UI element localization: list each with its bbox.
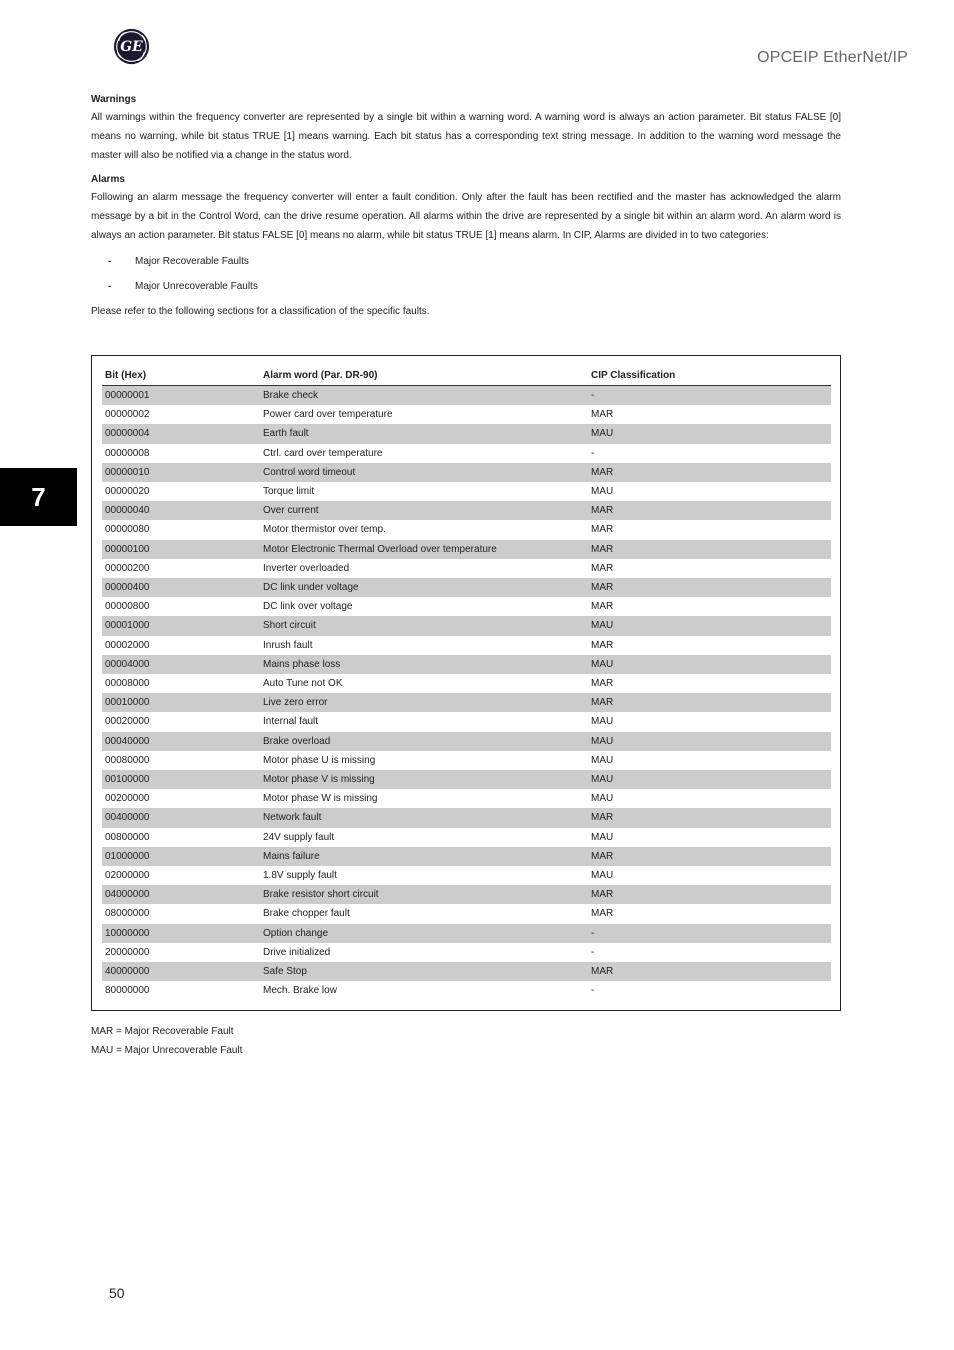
bit-hex-cell: 00000002 [105,409,150,421]
cip-classification-cell: MAU [588,655,831,674]
cip-classification-cell: MAU [591,793,614,805]
bit-hex-cell: 00000080 [105,524,150,536]
alarm-word-cell: Brake resistor short circuit [260,885,588,904]
alarm-table-frame [91,355,841,1011]
table-row [102,424,831,443]
alarm-word-cell: Brake overload [260,732,588,751]
cip-classification-cell: MAR [588,693,831,712]
cip-classification-cell: MAR [591,639,614,651]
cip-classification-cell: - [588,386,831,406]
table-row [102,943,831,962]
table-row [102,501,831,520]
cip-classification-cell: MAR [591,409,614,421]
bit-hex-cell: 80000000 [105,985,150,997]
bit-hex-cell: 01000000 [102,847,260,866]
alarm-word-cell: Over current [260,501,588,520]
table-row [102,808,831,827]
alarm-word-cell: Motor phase W is missing [263,793,378,805]
bit-hex-cell: 00008000 [105,678,150,690]
cip-classification-cell: MAU [591,831,614,843]
bit-hex-cell: 00000800 [105,601,150,613]
bit-hex-cell: 00002000 [105,639,150,651]
table-row [102,444,831,463]
alarm-word-cell: Drive initialized [263,946,331,958]
bit-hex-cell: 00080000 [105,754,150,766]
table-header-row [102,366,831,386]
alarm-word-cell: Brake chopper fault [263,908,350,920]
table-row [102,924,831,943]
cip-classification-cell: MAU [591,716,614,728]
table-row [102,636,831,655]
table-row [102,463,831,482]
alarm-word-cell: Ctrl. card over temperature [263,447,383,459]
cip-classification-cell: MAU [588,732,831,751]
cip-classification-cell: - [591,447,595,459]
bit-hex-cell: 00000100 [102,540,260,559]
table-row [102,693,831,712]
cip-classification-cell: MAR [588,501,831,520]
bit-hex-cell: 00000020 [105,486,150,498]
cip-classification-cell: MAR [591,562,614,574]
alarm-word-cell: Network fault [260,808,588,827]
alarm-word-cell: Motor phase U is missing [263,754,376,766]
alarm-word-cell: Mech. Brake low [263,985,337,997]
cip-classification-cell: MAR [591,524,614,536]
cip-classification-cell: MAR [588,847,831,866]
bit-hex-cell: 00000010 [102,463,260,482]
cip-classification-cell: MAU [591,486,614,498]
document-title: OPCEIP EtherNet/IP [757,49,908,66]
table-row [102,904,831,923]
alarm-categories-list [91,249,841,299]
list-item: - Major Unrecoverable Faults [108,281,258,293]
bit-hex-cell: 00010000 [102,693,260,712]
table-row [102,674,831,693]
bit-hex-cell: 00040000 [102,732,260,751]
list-item: - Major Recoverable Faults [108,256,249,268]
cip-classification-cell: MAR [588,540,831,559]
bit-hex-cell: 04000000 [102,885,260,904]
table-row [102,559,831,578]
svg-text:GE: GE [120,39,143,56]
table-row [102,712,831,731]
bit-hex-cell: 08000000 [105,908,150,920]
page-number: 50 [109,1285,125,1301]
column-header-alarm-word: Alarm word (Par. DR-90) [260,366,588,386]
bit-hex-cell: 00200000 [105,793,150,805]
alarm-word-cell: 1.8V supply fault [263,870,337,882]
table-row [102,828,831,847]
bit-hex-cell: 10000000 [102,924,260,943]
column-header-bit: Bit (Hex) [102,366,260,386]
table-row [102,578,831,597]
alarm-word-cell: Mains failure [260,847,588,866]
table-row [102,770,831,789]
alarm-word-table [102,366,831,1001]
alarm-word-cell: Live zero error [260,693,588,712]
table-row [102,616,831,635]
cip-classification-cell: MAR [588,962,831,981]
table-row [102,847,831,866]
bit-hex-cell: 00000001 [102,386,260,406]
cip-classification-cell: MAR [591,601,614,613]
legend-mau: MAU = Major Unrecoverable Fault [91,1045,243,1056]
alarm-word-cell: DC link over voltage [263,601,353,613]
bit-hex-cell: 00000040 [102,501,260,520]
alarm-word-cell: Internal fault [263,716,319,728]
alarm-word-cell: 24V supply fault [263,831,335,843]
bit-hex-cell: 00400000 [102,808,260,827]
bit-hex-cell: 00800000 [105,831,150,843]
alarm-word-cell: Auto Tune not OK [263,678,343,690]
cip-classification-cell: MAU [588,770,831,789]
category-label: Major Recoverable Faults [135,256,249,268]
table-row [102,655,831,674]
cip-classification-cell: MAR [588,885,831,904]
table-row [102,520,831,539]
cip-classification-cell: MAU [588,616,831,635]
table-row [102,540,831,559]
warnings-paragraph: All warnings within the frequency converter are represented by a single bit within a warning word. A warning word is always an action parameter. Bit status FALSE [0] means no warning, while bit status TRUE [1] means warning. Each bit status has a corresponding text string message. In addition to the warning word message the master will also be notified via a change in the status word. [91,112,841,162]
table-row [102,732,831,751]
refer-paragraph: Please refer to the following sections for a classification of the specific faults. [91,306,430,318]
alarm-word-cell: Safe Stop [260,962,588,981]
table-row [102,866,831,885]
cip-classification-cell: - [591,985,595,997]
table-row [102,962,831,981]
alarm-word-cell: Short circuit [260,616,588,635]
classification-legend [91,1022,242,1060]
bit-hex-cell: 00000008 [105,447,150,459]
chapter-tab: 7 [0,468,77,526]
bit-hex-cell: 00100000 [102,770,260,789]
bit-hex-cell: 00000004 [102,424,260,443]
cip-classification-cell: MAR [588,578,831,597]
ge-logo-icon [113,28,150,65]
bit-hex-cell: 00000400 [102,578,260,597]
bit-hex-cell: 00004000 [102,655,260,674]
bit-hex-cell: 00001000 [102,616,260,635]
alarm-word-cell: Motor thermistor over temp. [263,524,386,536]
table-row [102,789,831,808]
table-row [102,751,831,770]
alarm-word-cell: Brake check [260,386,588,406]
cip-classification-cell: MAU [591,870,614,882]
alarms-heading: Alarms [91,173,125,185]
cip-classification-cell: MAU [591,754,614,766]
table-row [102,482,831,501]
alarm-word-cell: Power card over temperature [263,409,393,421]
cip-classification-cell: MAU [588,424,831,443]
cip-classification-cell: MAR [588,808,831,827]
table-row [102,405,831,424]
bit-hex-cell: 02000000 [105,870,150,882]
column-header-cip-classification: CIP Classification [588,366,831,386]
bit-hex-cell: 00000200 [105,562,150,574]
alarm-word-cell: Motor Electronic Thermal Overload over temperature [260,540,588,559]
cip-classification-cell: MAR [591,908,614,920]
main-content [91,92,841,321]
alarm-word-cell: Inrush fault [263,639,313,651]
cip-classification-cell: MAR [588,463,831,482]
alarm-word-cell: Inverter overloaded [263,562,350,574]
category-label: Major Unrecoverable Faults [135,281,258,293]
cip-classification-cell: - [591,946,595,958]
alarm-word-cell: DC link under voltage [260,578,588,597]
legend-mar: MAR = Major Recoverable Fault [91,1026,234,1037]
cip-classification-cell: MAR [591,678,614,690]
bit-hex-cell: 00020000 [105,716,150,728]
bit-hex-cell: 20000000 [105,946,150,958]
bit-hex-cell: 40000000 [102,962,260,981]
table-row [102,597,831,616]
alarm-word-cell: Option change [260,924,588,943]
alarm-word-cell: Torque limit [263,486,315,498]
table-row [102,386,831,406]
table-row [102,885,831,904]
alarms-paragraph: Following an alarm message the frequency converter will enter a fault condition. Only after the fault has been rectified and the master has acknowledged the alarm message by a bit in the Control Word, can the drive resume operation. All alarms within the drive are represented by a single bit within an alarm word. An alarm word is always an action parameter. Bit status FALSE [0] means no alarm, while bit status TRUE [1] means alarm. In CIP, Alarms are divided in to two categories: [91,191,841,242]
table-row [102,981,831,1000]
alarm-word-cell: Control word timeout [260,463,588,482]
alarm-table-body [102,386,831,1001]
alarm-word-cell: Mains phase loss [260,655,588,674]
cip-classification-cell: - [588,924,831,943]
alarm-word-cell: Earth fault [260,424,588,443]
alarm-word-cell: Motor phase V is missing [260,770,588,789]
warnings-heading: Warnings [91,94,137,105]
